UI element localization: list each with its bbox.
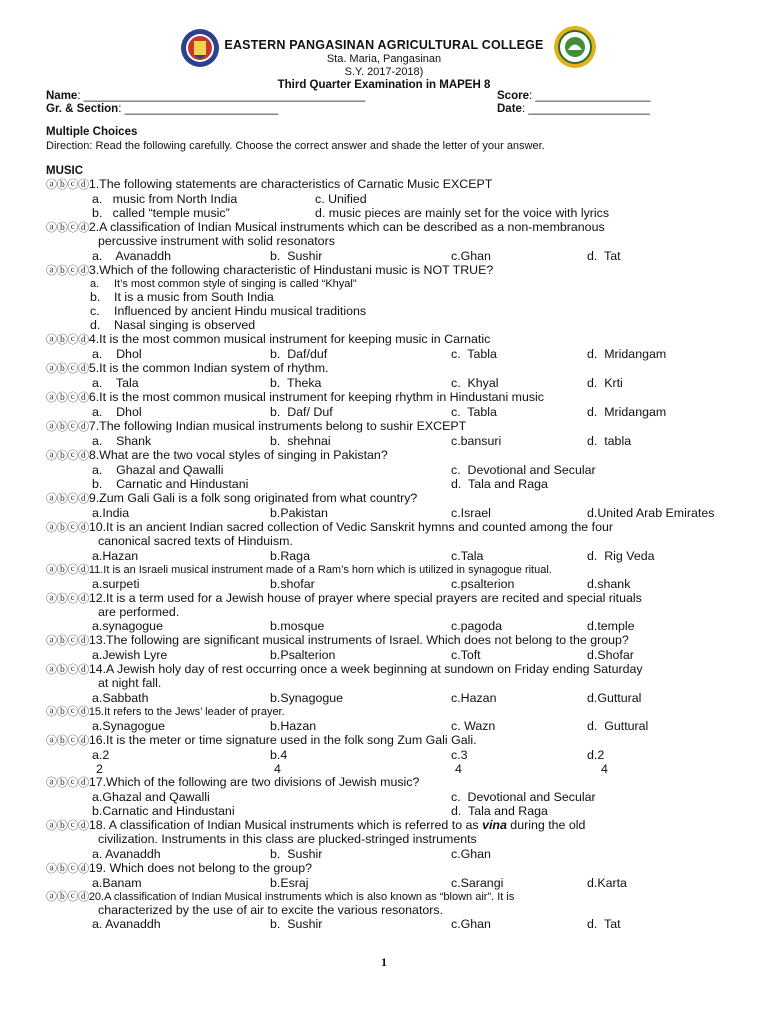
answer-option[interactable]: c.Toft [451,648,481,663]
question-stem [46,361,736,376]
answer-bubbles[interactable]: ⓐⓑⓒⓓ [46,522,89,535]
option-letter: a. [90,277,100,290]
section-field[interactable] [46,103,278,115]
question-stem [46,775,736,790]
date-field[interactable] [497,103,650,115]
question-text: 2.A classification of Indian Musical instruments which can be described as a non-membranous [88,220,605,234]
answer-option[interactable]: b.Esraj [270,875,309,890]
answer-option[interactable]: a. Ghazal and Qawalli [92,463,224,478]
answer-bubbles[interactable]: ⓐⓑⓒⓓ [46,820,89,833]
exam-title: Third Quarter Examination in MAPEH 8 [277,79,491,91]
option-text: Influenced by ancient Hindu musical traditions [114,303,367,318]
option-text: Nasal singing is observed [114,317,256,332]
question-text: 4.It is the most common musical instrument for keeping music in Carnatic [88,332,491,347]
answer-option[interactable]: b.Raga [270,548,310,563]
question-item [46,733,736,776]
question-stem [46,491,736,506]
name-line[interactable]: : ____________________________________________ [77,90,366,102]
answer-option[interactable]: b.4 [270,747,288,762]
question-stem [46,220,736,235]
question-stem [46,633,736,648]
answer-option[interactable]: b.shofar [270,576,315,591]
answer-option[interactable]: a. Avanaddh [92,846,161,861]
answer-option[interactable]: b. Daf/duf [270,347,328,362]
question-stem [46,448,736,463]
option-letter: d. [90,317,101,332]
answer-option[interactable]: a. Tala [92,376,139,391]
time-signature-denominator: 4 [455,761,462,776]
option-row [46,549,736,563]
answer-option[interactable]: a.India [92,506,130,521]
question-stem [46,890,736,904]
question-list [46,177,736,931]
direction-text: Direction: Read the following carefully. Choose the correct answer and shade the letter of your answer. [46,140,545,152]
answer-bubbles[interactable]: ⓐⓑⓒⓓ [46,363,89,376]
date-line[interactable]: : ___________________ [521,103,650,115]
answer-option[interactable]: c.bansuri [451,434,502,449]
question-text: 16.It is the meter or time signature used in the folk song Zum Gali Gali. [88,732,477,747]
answer-option[interactable]: a.Hazan [92,548,139,563]
question-text: during the old [506,818,586,833]
answer-option[interactable]: d. Mridangam [587,405,667,420]
question-text: 19. Which does not belong to the group? [88,860,313,875]
answer-option[interactable]: c.psalterion [451,576,515,591]
answer-bubbles[interactable]: ⓐⓑⓒⓓ [46,334,89,347]
section-title: Multiple Choices [46,126,138,138]
option-row [46,506,736,520]
section-line[interactable]: : ________________________ [118,103,279,115]
question-item [46,332,736,361]
question-text: 12.It is a term used for a Jewish house of prayer where special prayers are recited and special rituals [88,590,642,605]
answer-option[interactable]: a. Avanaddh [92,248,172,263]
answer-option[interactable]: d. Tat [587,248,621,263]
answer-bubbles[interactable]: ⓐⓑⓒⓓ [46,222,89,234]
question-item [46,818,736,861]
answer-option[interactable] [46,278,736,292]
answer-bubbles[interactable]: ⓐⓑⓒⓓ [46,264,89,277]
question-item [46,361,736,390]
answer-option[interactable]: b. Sushir [270,248,323,263]
question-item [46,390,736,419]
answer-option[interactable]: b.Pakistan [270,506,328,521]
option-row [46,790,736,804]
question-text: 5.It is the common Indian system of rhythm. [88,361,329,376]
answer-option[interactable]: b.Carnatic and Hindustani [92,804,235,819]
option-row [46,376,736,390]
question-stem [46,591,736,606]
question-stem [46,818,736,833]
answer-option[interactable]: d.Shofar [587,648,634,663]
answer-option[interactable]: d. music pieces are mainly set for the voice with lyrics [315,206,610,220]
question-text: 17.Which of the following are two divisions of Jewish music? [88,775,420,790]
question-text: 13.The following are significant musical instruments of Israel. Which does not belong to the group? [88,633,629,648]
question-stem [46,419,736,434]
question-text: 10.It is an ancient Indian sacred collection of Vedic Sanskrit hymns and counted among the four [88,520,613,535]
question-item [46,775,736,818]
answer-option[interactable] [46,305,736,319]
answer-option[interactable]: d.temple [587,619,635,634]
answer-option[interactable]: a. Dhol [92,347,142,362]
answer-bubbles[interactable]: ⓐⓑⓒⓓ [46,493,89,506]
answer-bubbles[interactable]: ⓐⓑⓒⓓ [46,421,89,434]
question-item [46,563,736,591]
answer-bubbles[interactable]: ⓐⓑⓒⓓ [46,392,89,405]
question-continuation: percussive instrument with solid resonators [98,234,335,248]
question-continuation: at night fall. [98,676,162,691]
option-row [46,434,736,448]
option-row [46,748,736,762]
question-stem [46,733,736,748]
question-item [46,520,736,563]
question-text: 9.Zum Gali Gali is a folk song originated from what country? [88,491,418,506]
name-field[interactable] [46,90,365,102]
answer-option[interactable]: d. Tala and Raga [451,477,548,492]
answer-option[interactable]: d. Guttural [587,718,649,733]
answer-option[interactable]: a. Avanaddh [92,917,161,932]
option-row [46,876,736,890]
answer-option[interactable]: b. Sushir [270,917,323,932]
question-stem [46,662,736,677]
option-row [46,347,736,361]
option-row [46,648,736,662]
option-row [46,477,736,491]
question-item [46,220,736,263]
question-item [46,419,736,448]
question-text: 8.What are the two vocal styles of singing in Pakistan? [88,448,388,463]
answer-bubbles[interactable]: ⓐⓑⓒⓓ [46,563,89,576]
answer-option[interactable]: c.Ghan [451,248,491,263]
part-title: MUSIC [46,165,84,177]
answer-option[interactable]: c.Hazan [451,690,497,705]
option-row [46,917,736,931]
section-label: Gr. & Section [46,103,119,115]
answer-option[interactable]: b.mosque [270,619,325,634]
page-number: 1 [381,955,387,969]
score-line[interactable]: : __________________ [528,90,651,102]
answer-option[interactable]: a.Sabbath [92,690,149,705]
answer-option[interactable]: b. Carnatic and Hindustani [92,477,249,492]
question-text: 3.Which of the following characteristic of Hindustani music is NOT TRUE? [88,262,494,277]
question-stem [46,390,736,405]
question-item [46,591,736,634]
answer-option[interactable]: a.Jewish Lyre [92,648,168,663]
question-emphasis: vina [482,818,507,833]
option-row [46,847,736,861]
answer-option[interactable]: b. called “temple music” [92,206,230,220]
question-stem [46,332,736,347]
school-address: Sta. Maria, Pangasinan [326,53,442,65]
option-row [46,691,736,705]
question-text: 1.The following statements are characteristics of Carnatic Music EXCEPT [88,177,493,191]
question-text: 11.It is an Israeli musical instrument made of a Ram’s horn which is utilized in synagogue ritual. [88,563,552,576]
answer-bubbles[interactable]: ⓐⓑⓒⓓ [46,635,89,648]
answer-bubbles[interactable]: ⓐⓑⓒⓓ [46,705,89,718]
answer-option[interactable]: c. Devotional and Secular [451,790,596,805]
answer-option[interactable]: c.Ghan [451,846,491,861]
question-stem [46,705,736,719]
option-row [46,206,736,220]
answer-option[interactable]: c. Unified [315,192,367,206]
answer-option[interactable]: c. Devotional and Secular [451,463,596,478]
time-signature-denominator: 4 [601,761,608,776]
answer-option[interactable] [46,291,736,305]
answer-option[interactable]: b.Synagogue [270,690,344,705]
answer-option[interactable]: c.pagoda [451,619,502,634]
date-label: Date [497,103,522,115]
question-item [46,705,736,733]
option-row [46,249,736,263]
question-item [46,448,736,491]
question-item [46,633,736,662]
answer-option[interactable]: c. Tabla [451,405,497,420]
option-row [46,192,736,206]
question-text: 18. A classification of Indian Musical instruments which is referred to as [88,818,483,833]
question-item [46,177,736,220]
answer-bubbles[interactable]: ⓐⓑⓒⓓ [46,179,89,191]
answer-bubbles[interactable]: ⓐⓑⓒⓓ [46,592,89,605]
option-row [46,463,736,477]
question-item [46,890,736,932]
answer-option[interactable]: d.shank [587,576,631,591]
answer-option[interactable]: a. Shank [92,434,152,449]
answer-bubbles[interactable]: ⓐⓑⓒⓓ [46,862,89,875]
answer-bubbles[interactable]: ⓐⓑⓒⓓ [46,664,89,677]
time-signature-denominator: 4 [274,761,281,776]
question-continuation: are performed. [98,604,180,619]
answer-option[interactable]: d. Rig Veda [587,548,655,563]
answer-option[interactable]: a.Banam [92,875,142,890]
answer-bubbles[interactable]: ⓐⓑⓒⓓ [46,450,89,463]
question-text: 15.It refers to the Jews’ leader of prayer. [88,705,285,718]
question-stem [46,861,736,876]
answer-option[interactable]: c. Tabla [451,347,497,362]
option-row [46,619,736,633]
answer-option[interactable]: a. music from North India [92,192,238,206]
answer-option[interactable]: a.Ghazal and Qawalli [92,790,210,805]
option-row [46,719,736,733]
answer-option[interactable]: b. Theka [270,376,322,391]
question-stem [46,263,736,278]
question-text: 6.It is the most common musical instrument for keeping rhythm in Hindustani music [88,390,544,405]
answer-option[interactable]: b.Hazan [270,718,317,733]
answer-option[interactable]: c.Tala [451,548,484,563]
answer-option[interactable]: d.Guttural [587,690,642,705]
answer-option[interactable]: d. Mridangam [587,347,667,362]
answer-option[interactable]: d. tabla [587,434,632,449]
answer-option[interactable]: d.United Arab Emirates [587,506,715,521]
question-stem [46,177,736,192]
question-item [46,263,736,333]
answer-option[interactable]: d. Krti [587,376,623,391]
score-field[interactable] [497,90,650,102]
name-label: Name [46,90,78,102]
answer-option[interactable] [46,319,736,333]
answer-bubbles[interactable]: ⓐⓑⓒⓓ [46,734,89,747]
question-stem [46,520,736,535]
question-text: 14.A Jewish holy day of rest occurring once a week beginning at sundown on Friday ending Saturday [88,662,643,677]
answer-option[interactable]: a.synagogue [92,619,163,634]
question-stem [46,563,736,577]
answer-option[interactable]: d.2 [587,747,605,762]
option-letter: c. [90,303,100,318]
answer-option[interactable]: b. Daf/ Duf [270,405,333,420]
question-item [46,662,736,705]
question-item [46,861,736,890]
answer-option[interactable]: b.Psalterion [270,648,336,663]
answer-option[interactable]: a.Synagogue [92,718,166,733]
question-continuation: civilization. Instruments in this class are plucked-stringed instruments [98,832,477,847]
answer-bubbles[interactable]: ⓐⓑⓒⓓ [46,890,89,903]
answer-option[interactable]: c.Ghan [451,917,491,932]
option-denominator-row [46,762,736,776]
answer-option[interactable]: d. Tat [587,917,621,932]
question-continuation: canonical sacred texts of Hinduism. [98,534,293,549]
answer-option[interactable]: c.Israel [451,506,491,521]
question-text: 20.A classification of Indian Musical instruments which is also known as “blown air”. It is [88,890,515,903]
answer-option[interactable]: b. Sushir [270,846,323,861]
option-row [46,804,736,818]
score-label: Score [497,90,529,102]
question-continuation: characterized by the use of air to excite the various resonators. [98,902,444,917]
option-row [46,577,736,591]
time-signature-denominator: 2 [96,761,103,776]
option-row [46,405,736,419]
answer-option[interactable]: d.Karta [587,875,627,890]
answer-option[interactable]: c. Wazn [451,718,496,733]
answer-option[interactable]: a.surpeti [92,576,140,591]
answer-option[interactable]: c.3 [451,747,468,762]
option-text: It’s most common style of singing is called “Khyal” [114,277,357,290]
answer-bubbles[interactable]: ⓐⓑⓒⓓ [46,777,89,790]
answer-option[interactable]: c. Khyal [451,376,499,391]
school-year: S.Y. 2017-2018) [344,66,424,78]
school-name: EASTERN PANGASINAN AGRICULTURAL COLLEGE [224,38,544,52]
answer-option[interactable]: a. Dhol [92,405,142,420]
answer-option[interactable]: b. shehnai [270,434,331,449]
option-letter: b. [90,290,101,305]
answer-option[interactable]: a.2 [92,747,110,762]
question-item [46,491,736,520]
answer-option[interactable]: d. Tala and Raga [451,804,548,819]
question-text: 7.The following Indian musical instruments belong to sushir EXCEPT [88,419,467,434]
option-text: It is a music from South India [114,290,274,305]
answer-option[interactable]: c.Sarangi [451,875,504,890]
